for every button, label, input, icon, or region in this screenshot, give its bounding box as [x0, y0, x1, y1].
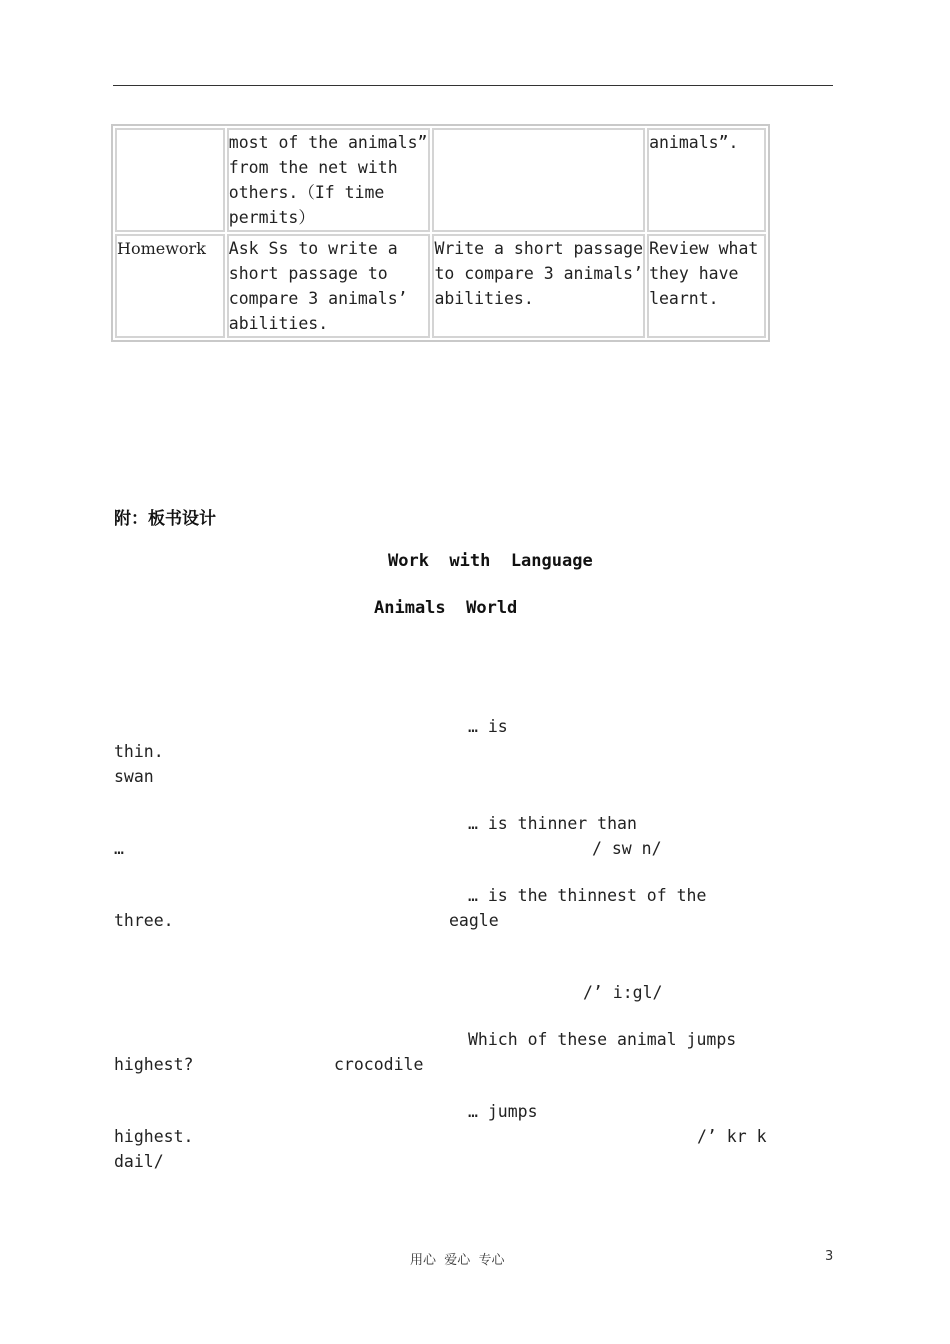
sentence-thinner-cont: … — [114, 839, 124, 858]
board-design-heading: 附：板书设计 — [114, 509, 216, 529]
footer-motto: 用心 爱心 专心 — [410, 1253, 505, 1268]
stage-cell: Homework — [115, 234, 225, 338]
teacher-activity-cell: most of the animals” from the net with others.（If time permits） — [227, 128, 431, 232]
page-number: 3 — [825, 1249, 834, 1264]
sentence-thinnest-cont: three. — [114, 911, 174, 930]
board-subtitle: Animals World — [374, 598, 518, 618]
vocab-eagle: eagle — [449, 911, 499, 930]
answer-jumps: … jumps — [468, 1102, 538, 1121]
board-title: Work with Language — [388, 551, 593, 571]
sentence-is-cont: thin. — [114, 742, 164, 761]
table-row — [115, 128, 766, 232]
teacher-activity-cell: Ask Ss to write a short passage to compare 3 animals’ abilities. — [227, 234, 431, 338]
purpose-cell: Review what they have learnt. — [647, 234, 766, 338]
student-activity-cell — [432, 128, 645, 232]
sentence-is: … is — [468, 717, 508, 736]
purpose-cell: animals”. — [647, 128, 766, 232]
phonetic-swan: / sw n/ — [592, 839, 662, 858]
lesson-plan-table — [111, 124, 770, 342]
header-rule — [113, 85, 833, 86]
stage-cell — [115, 128, 225, 232]
student-activity-cell: Write a short passage to compare 3 animals’ abilities. — [432, 234, 645, 338]
answer-jumps-cont: highest. — [114, 1127, 194, 1146]
vocab-crocodile: crocodile — [334, 1055, 424, 1074]
phonetic-crocodile: /’ kr k — [697, 1127, 767, 1146]
question-which: Which of these animal jumps — [468, 1030, 737, 1049]
sentence-thinner: … is thinner than — [468, 814, 637, 833]
phonetic-crocodile-cont: dail/ — [114, 1152, 164, 1171]
sentence-thinnest: … is the thinnest of the — [468, 886, 707, 905]
table-row — [115, 234, 766, 338]
vocab-swan: swan — [114, 767, 154, 786]
phonetic-eagle: /’ i:gl/ — [583, 983, 663, 1002]
question-which-cont: highest? — [114, 1055, 194, 1074]
